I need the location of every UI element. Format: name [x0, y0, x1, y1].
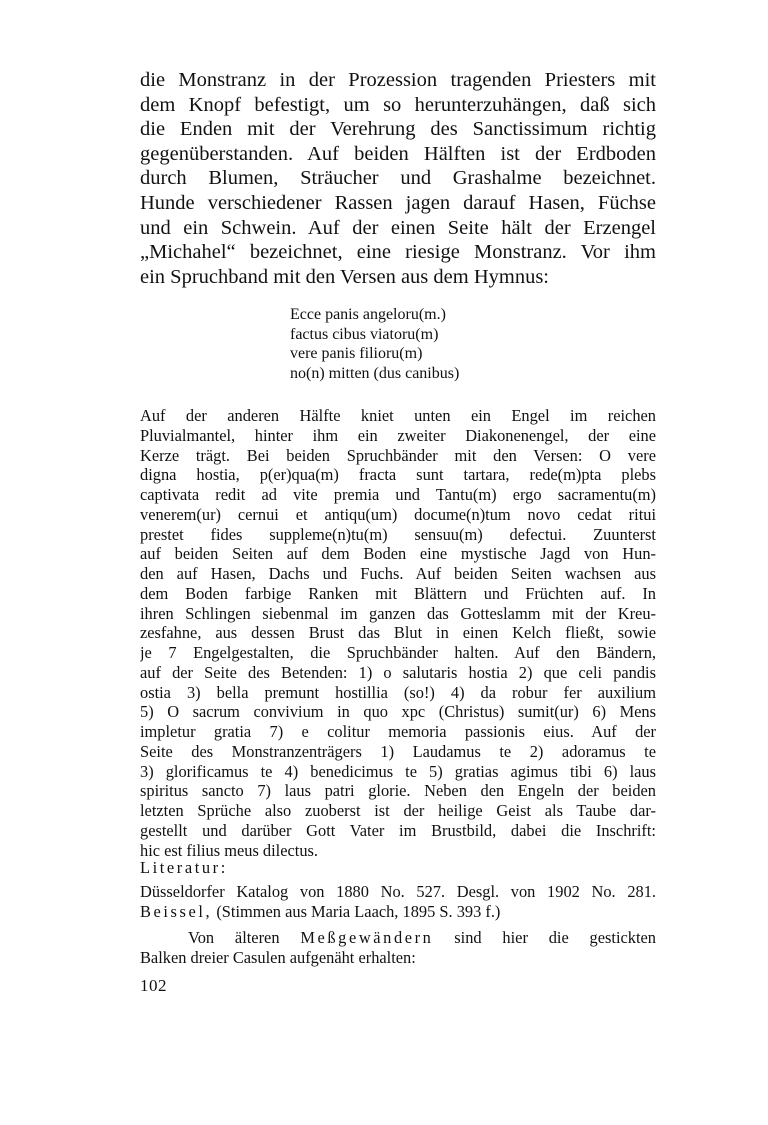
literature-line: [140, 902, 656, 922]
text-line: ostia 3) bella premunt hostillia (so!) 4) da robur fer auxilium: [140, 682, 656, 702]
text-line: [140, 928, 656, 948]
literature-line: Düsseldorfer Katalog von 1880 No. 527. Desgl. von 1902 No. 281.: [140, 882, 656, 901]
text-line: Hunde verschiedener Rassen jagen darauf Hasen, Füchse: [140, 191, 656, 214]
text-line: letzten Sprüche also zuoberst ist der heilige Geist als Taube dar-: [140, 801, 656, 820]
text-line: je 7 Engelgestalten, die Spruchbänder halten. Auf den Bändern,: [140, 643, 656, 662]
text-line: spiritus sancto 7) laus patri glorie. Neben den Engeln der beiden: [140, 781, 656, 801]
page-number: 102: [140, 976, 167, 995]
text-line: auf beiden Seiten auf dem Boden eine mystische Jagd von Hun-: [140, 544, 656, 564]
text-line: dem Knopf befestigt, um so herunterzuhängen, daß sich: [140, 93, 656, 116]
paragraph-vestments: [140, 928, 656, 968]
text-line: Auf der anderen Hälfte kniet unten ein Engel im reichen: [140, 406, 656, 425]
text-line: Pluvialmantel, hinter ihm ein zweiter Diakonenengel, der eine: [140, 425, 656, 445]
author-name: Beissel,: [140, 902, 213, 921]
paragraph-angels: [140, 406, 656, 860]
text-line: captivata redit ad vite premia und Tantu(m) ergo sacramentu(m): [140, 485, 656, 504]
verse-line: factus cibus viatoru(m): [290, 325, 439, 343]
text-line: digna hostia, p(er)qua(m) fracta sunt tartara, rede(m)pta plebs: [140, 465, 656, 485]
text-line: ein Spruchband mit den Versen aus dem Hymnus:: [140, 265, 549, 288]
text-line: impletur gratia 7) e colitur memoria passionis eius. Auf der: [140, 722, 656, 741]
text-line: durch Blumen, Sträucher und Grashalme bezeichnet.: [140, 167, 656, 190]
text-line: auf der Seite des Betenden: 1) o salutaris hostia 2) que celi pandis: [140, 662, 656, 682]
text-line: gegenüberstanden. Auf beiden Hälften ist der Erdboden: [140, 142, 656, 165]
text-line: Balken dreier Casulen aufgenäht erhalten:: [140, 948, 416, 967]
text-line: venerem(ur) cernui et antiqu(um) docume(n)tum novo cedat ritui: [140, 504, 656, 524]
hymn-verse: [290, 305, 520, 383]
verse-line: vere panis filioru(m): [290, 345, 423, 362]
text-line: hic est filius meus dilectus.: [140, 840, 318, 860]
text-line: die Monstranz in der Prozession tragenden Priesters mit: [140, 69, 656, 91]
emphasized-term: Meßgewändern: [300, 928, 434, 947]
text-fragment: sind hier die gestickten: [433, 928, 656, 947]
text-fragment: Von älteren: [188, 928, 301, 947]
text-line: prestet fides suppleme(n)tu(m) sensuu(m) defectui. Zuunterst: [140, 524, 656, 544]
text-line: 3) glorificamus te 4) benedicimus te 5) gratias agimus tibi 6) laus: [140, 761, 656, 781]
paragraph-monstrance: [140, 68, 656, 289]
text-line: zesfahne, aus dessen Brust das Blut in einen Kelch fließt, sowie: [140, 623, 656, 643]
text-line: den auf Hasen, Dachs und Fuchs. Auf beiden Seiten wachsen aus: [140, 564, 656, 583]
text-line: die Enden mit der Verehrung des Sanctissimum richtig: [140, 118, 656, 141]
verse-line: no(n) mitten (dus canibus): [290, 364, 460, 382]
text-line: 5) O sacrum convivium in quo xpc (Christus) sumit(ur) 6) Mens: [140, 702, 656, 722]
text-line: gestellt und darüber Gott Vater im Brustbild, dabei die Inschrift:: [140, 820, 656, 840]
text-line: „Michahel“ bezeichnet, eine riesige Monstranz. Vor ihm: [140, 241, 656, 264]
text-line: und ein Schwein. Auf der einen Seite hält der Erzengel: [140, 216, 656, 239]
text-line: dem Boden farbige Ranken mit Blättern und Früchten auf. In: [140, 583, 656, 603]
citation-text: (Stimmen aus Maria Laach, 1895 S. 393 f.): [212, 902, 501, 921]
literature-entries: [140, 882, 656, 922]
text-line: Kerze trägt. Bei beiden Spruchbänder mit den Versen: O vere: [140, 445, 656, 465]
verse-line: Ecce panis angeloru(m.): [290, 306, 446, 323]
literature-heading: Literatur:: [140, 858, 228, 877]
text-line: Seite des Monstranzenträgers 1) Laudamus te 2) adoramus te: [140, 741, 656, 761]
text-line: ihren Schlingen siebenmal im ganzen das Gotteslamm mit der Kreu-: [140, 603, 656, 623]
